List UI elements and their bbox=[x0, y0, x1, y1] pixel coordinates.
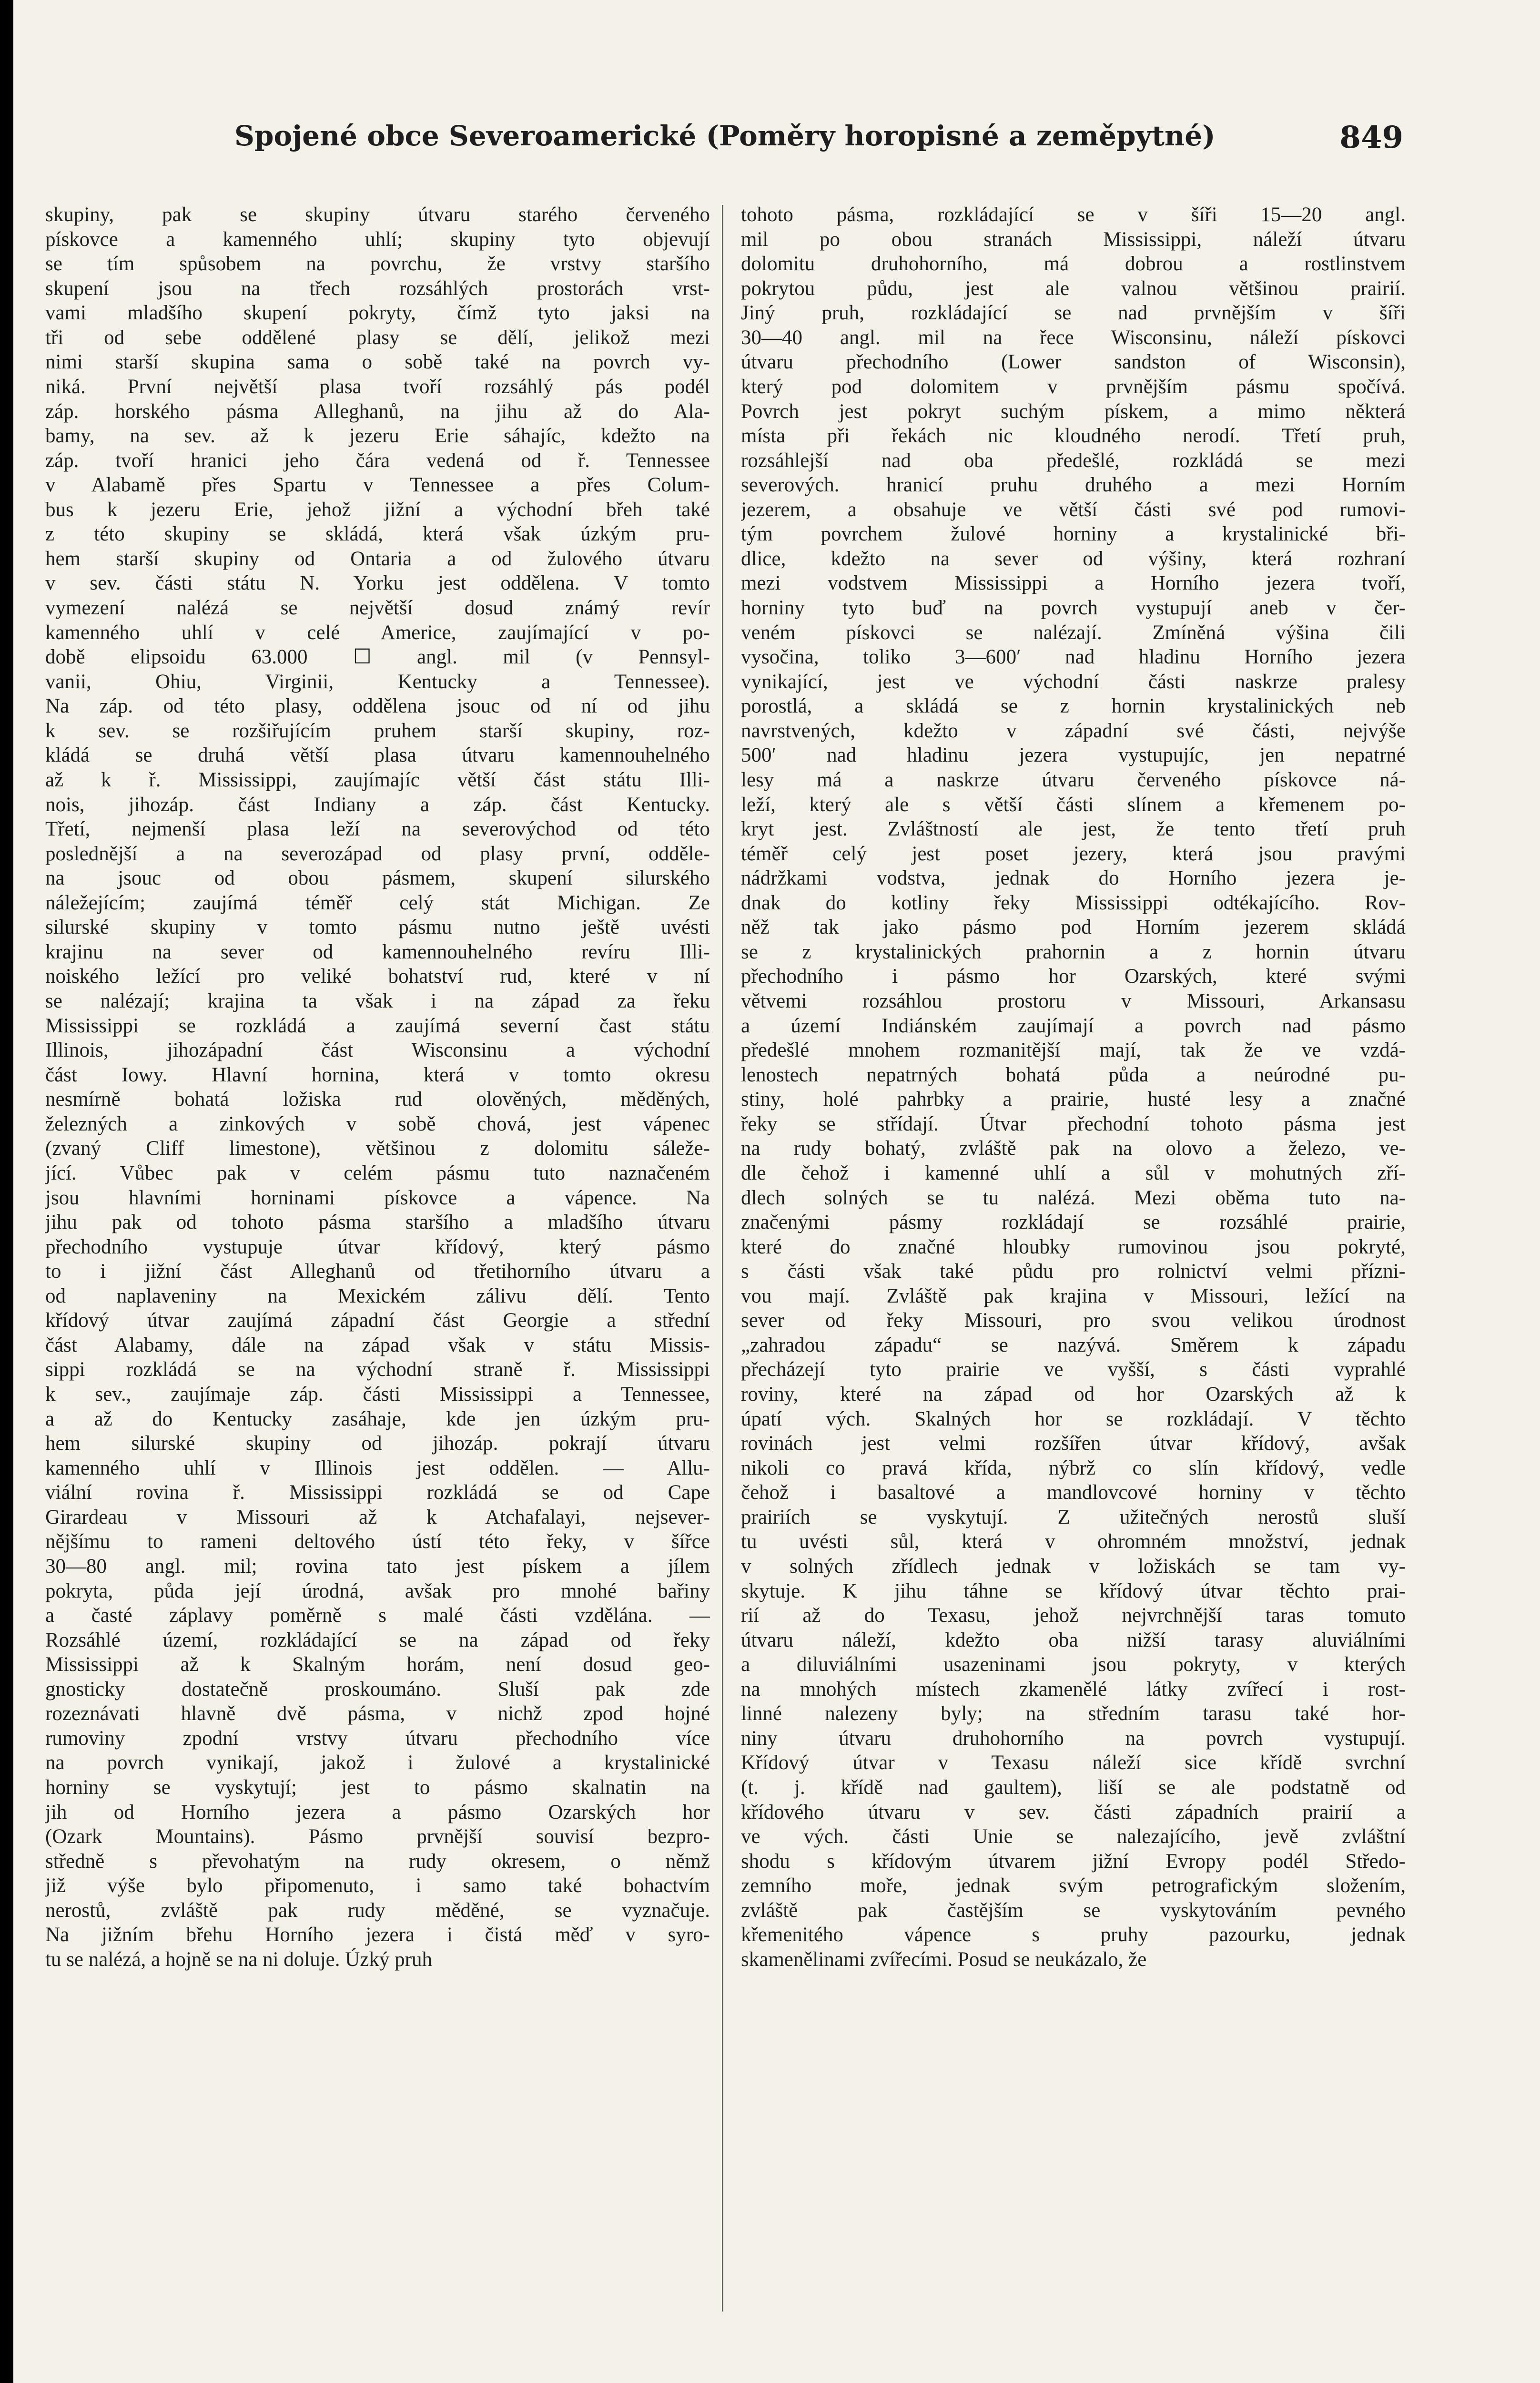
text-line: ve vých. části Unie se nalezajícího, jevě zvláštní bbox=[741, 1825, 1406, 1848]
text-line: jih od Horního jezera a pásmo Ozarských hor bbox=[45, 1801, 710, 1823]
text-line: gnosticky dostatečně proskoumáno. Sluší pak zde bbox=[45, 1678, 710, 1701]
text-line: část Alabamy, dále na západ však v státu Missis- bbox=[45, 1334, 710, 1356]
scan-left-edge bbox=[0, 0, 13, 2383]
text-line: Povrch jest pokryt suchým pískem, a mimo některá bbox=[741, 400, 1406, 423]
text-line: železných a zinkových v sobě chová, jest vápenec bbox=[45, 1112, 710, 1135]
text-line: severových. hranicí pruhu druhého a mezi Horním bbox=[741, 474, 1406, 497]
text-line: jsou hlavními horninami pískovce a vápence. Na bbox=[45, 1186, 710, 1209]
text-line: od naplaveniny na Mexickém zálivu dělí. Tento bbox=[45, 1284, 710, 1307]
text-line: jící. Vůbec pak v celém pásmu tuto naznačeném bbox=[45, 1161, 710, 1184]
text-line: pokrytou půdu, jest ale valnou většinou prairií. bbox=[741, 277, 1406, 300]
text-line: skamenělinami zvířecími. Posud se neukázalo, že bbox=[741, 1948, 1147, 1971]
text-line: vynikající, jest ve východní části naskrze pralesy bbox=[741, 670, 1406, 693]
page-header bbox=[224, 117, 1403, 169]
text-line: navrstvených, kdežto v západní své části, nejvýše bbox=[741, 719, 1406, 742]
text-line: a území Indiánském zaujímají a povrch nad pásmo bbox=[741, 1014, 1406, 1037]
text-line: předešlé mnohem rozmanitější mají, tak že ve vzdá- bbox=[741, 1039, 1406, 1062]
text-line: křídového útvaru v sev. části západních prairií a bbox=[741, 1801, 1406, 1823]
text-line: útvaru náleží, kdežto oba nižší tarasy aluviálními bbox=[741, 1629, 1406, 1651]
column-divider bbox=[722, 205, 723, 2312]
text-line: Rozsáhlé území, rozkládající se na západ od řeky bbox=[45, 1629, 710, 1651]
text-line: 30—80 angl. mil; rovina tato jest pískem a jílem bbox=[45, 1555, 710, 1578]
text-line: bamy, na sev. až k jezeru Erie sáhajíc, kdežto na bbox=[45, 425, 710, 448]
text-line: vysočina, toliko 3—600′ nad hladinu Horního jezera bbox=[741, 646, 1406, 669]
text-line: veném pískovci se nalézají. Zmíněná výšina čili bbox=[741, 621, 1406, 644]
text-line: tu uvésti sůl, která v ohromném množství, jednak bbox=[741, 1530, 1406, 1553]
text-line: značenými pásmy rozkládají se rozsáhlé prairie, bbox=[741, 1211, 1406, 1234]
text-line: (Ozark Mountains). Pásmo prvnější souvisí bezpro- bbox=[45, 1825, 710, 1848]
text-line: Mississippi až k Skalným horám, není dosud geo- bbox=[45, 1653, 710, 1676]
text-line: křídový útvar zaujímá západní část Georgie a střední bbox=[45, 1309, 710, 1332]
text-line: nerostů, zvláště pak rudy měděné, se vyznačuje. bbox=[45, 1899, 710, 1922]
text-line: čehož i basaltové a mandlovcové horniny v těchto bbox=[741, 1481, 1406, 1504]
text-line: řeky se střídají. Útvar přechodní tohoto pásma jest bbox=[741, 1112, 1406, 1135]
text-line: k sev. se rozšiřujícím pruhem starší skupiny, roz- bbox=[45, 719, 710, 742]
text-line: Křídový útvar v Texasu náleží sice křídě svrchní bbox=[741, 1752, 1406, 1774]
text-line: lenostech nepatrných bohatá půda a neúrodné pu- bbox=[741, 1063, 1406, 1086]
text-line: se tím spůsobem na povrchu, že vrstvy staršího bbox=[45, 253, 710, 275]
text-line: Illinois, jihozápadní část Wisconsinu a východní bbox=[45, 1039, 710, 1062]
text-line: kamenného uhlí v celé Americe, zaujímající v po- bbox=[45, 621, 710, 644]
text-line: lesy má a naskrze útvaru červeného pískovce ná- bbox=[741, 768, 1406, 791]
text-line: viální rovina ř. Mississippi rozkládá se od Cape bbox=[45, 1481, 710, 1504]
text-line: část Iowy. Hlavní hornina, která v tomto okresu bbox=[45, 1063, 710, 1086]
text-line: úpatí vých. Skalných hor se rozkládají. V těchto bbox=[741, 1407, 1406, 1430]
text-line: nikoli co pravá křída, nýbrž co slín křídový, vedle bbox=[741, 1456, 1406, 1479]
text-line: středně s převohatým na rudy okresem, o němž bbox=[45, 1850, 710, 1873]
text-line: Třetí, nejmenší plasa leží na severovýchod od této bbox=[45, 818, 710, 841]
text-line: v solných zřídlech jednak v ložiskách se tam vy- bbox=[741, 1555, 1406, 1578]
text-line: jezerem, a obsahuje ve větší části své pod rumovi- bbox=[741, 498, 1406, 521]
text-line: dnak do kotliny řeky Mississippi odtékajícího. Rov- bbox=[741, 891, 1406, 914]
text-line: hem starší skupiny od Ontaria a od žulového útvaru bbox=[45, 547, 710, 570]
text-line: niká. První největší plasa tvoří rozsáhlý pás podél bbox=[45, 375, 710, 398]
text-line: rumoviny zpodní vrstvy útvaru přechodního více bbox=[45, 1727, 710, 1750]
text-line: tohoto pásma, rozkládající se v šíři 15—20 angl. bbox=[741, 204, 1406, 226]
text-line: s části však také půdu pro rolnictví velmi přízni- bbox=[741, 1260, 1406, 1283]
text-line: zvláště pak častějším se vyskytováním pevného bbox=[741, 1899, 1406, 1922]
text-line: to i jižní část Alleghanů od třetihorního útvaru a bbox=[45, 1260, 710, 1283]
text-line: rozsáhlejší nad oba předešlé, rozkládá se mezi bbox=[741, 449, 1406, 472]
text-line: skupiny, pak se skupiny útvaru starého červeného bbox=[45, 204, 710, 226]
text-line: Na záp. od této plasy, oddělena jsouc od ní od jihu bbox=[45, 695, 710, 718]
text-line: rií až do Texasu, jehož nejvrchnější taras tomuto bbox=[741, 1604, 1406, 1627]
text-line: kryt jest. Zvláštností ale jest, že tento třetí pruh bbox=[741, 818, 1406, 841]
text-line: rovinách jest velmi rozšířen útvar křídový, avšak bbox=[741, 1432, 1406, 1455]
text-line: skytuje. K jihu táhne se křídový útvar těchto prai- bbox=[741, 1579, 1406, 1602]
text-line: přechodního vystupuje útvar křídový, který pásmo bbox=[45, 1235, 710, 1258]
text-line: nimi starší skupina sama o sobě také na povrch vy- bbox=[45, 351, 710, 374]
text-line: Jiný pruh, rozkládající se nad prvnějším v šíři bbox=[741, 302, 1406, 325]
text-line: vanii, Ohiu, Virginii, Kentucky a Tennessee). bbox=[45, 670, 710, 693]
text-line: nádržkami vodstva, jednak do Horního jezera je- bbox=[741, 867, 1406, 890]
text-line: mezi vodstvem Mississippi a Horního jezera tvoří, bbox=[741, 572, 1406, 595]
text-line: porostlá, a skládá se z hornin krystalinických neb bbox=[741, 695, 1406, 718]
text-line: pokryta, půda její úrodná, avšak pro mnohé bařiny bbox=[45, 1579, 710, 1602]
text-line: a diluviálními usazeninami jsou pokryty, v kterých bbox=[741, 1653, 1406, 1676]
text-line: krajinu na sever od kamennouhelného revíru Illi- bbox=[45, 940, 710, 963]
text-line: přecházejí tyto prairie ve vyšší, s části vyprahlé bbox=[741, 1358, 1406, 1381]
text-line: dlech solných se tu nalézá. Mezi oběma tuto na- bbox=[741, 1186, 1406, 1209]
text-line: horniny tyto buď na povrch vystupují aneb v čer- bbox=[741, 597, 1406, 619]
text-line: téměř celý jest poset jezery, která jsou pravými bbox=[741, 842, 1406, 865]
text-line: silurské skupiny v tomto pásmu nutno ještě uvésti bbox=[45, 916, 710, 939]
text-line: až k ř. Mississippi, zaujímajíc větší část státu Illi- bbox=[45, 768, 710, 791]
text-line: dolomitu druhohorního, má dobrou a rostlinstvem bbox=[741, 253, 1406, 275]
text-line: již výše bylo připomenuto, i samo také bohactvím bbox=[45, 1874, 710, 1897]
text-line: poslednější a na severozápad od plasy první, odděle- bbox=[45, 842, 710, 865]
text-line: k sev., zaujímaje záp. části Mississippi a Tennessee, bbox=[45, 1383, 710, 1405]
text-line: záp. horského pásma Alleghanů, na jihu až do Ala- bbox=[45, 400, 710, 423]
text-line: dle čehož i kamenné uhlí a sůl v mohutných zří- bbox=[741, 1161, 1406, 1184]
text-line: zemního moře, jednak svým petrografickým složením, bbox=[741, 1874, 1406, 1897]
text-line: 30—40 angl. mil na řece Wisconsinu, náleží pískovci bbox=[741, 326, 1406, 349]
text-line: záp. tvoří hranici jeho čára vedená od ř. Tennessee bbox=[45, 449, 710, 472]
book-page bbox=[13, 0, 1540, 2383]
text-line: skupení jsou na třech rozsáhlých prostorách vrst- bbox=[45, 277, 710, 300]
text-line: se nalézají; krajina ta však i na západ za řeku bbox=[45, 990, 710, 1012]
text-line: větvemi rozsáhlou prostoru v Missouri, Arkansasu bbox=[741, 990, 1406, 1012]
text-line: nesmírně bohatá ložiska rud olověných, měděných, bbox=[45, 1088, 710, 1111]
text-line: nois, jihozáp. část Indiany a záp. část Kentucky. bbox=[45, 793, 710, 816]
text-line: na mnohých místech zkamenělé látky zvířecí i rost- bbox=[741, 1678, 1406, 1701]
text-line: v Alabamě přes Spartu v Tennessee a přes Colum- bbox=[45, 474, 710, 497]
running-title: Spojené obce Severoamerické (Poměry horopisné a zeměpytné) bbox=[234, 120, 1216, 152]
text-line: tu se nalézá, a hojně se na ni doluje. Úzký pruh bbox=[45, 1948, 432, 1971]
text-line: nějšímu to rameni deltového ústí této řeky, v šířce bbox=[45, 1530, 710, 1553]
text-line: stiny, holé pahrbky a prairie, husté lesy a značné bbox=[741, 1088, 1406, 1111]
text-line: náležejícím; zaujímá téměř celý stát Michigan. Ze bbox=[45, 891, 710, 914]
text-line: a časté záplavy poměrně s malé části vzdělána. — bbox=[45, 1604, 710, 1627]
text-line: niny útvaru druhohorního na povrch vystupují. bbox=[741, 1727, 1406, 1750]
text-line: (t. j. křídě nad gaultem), liší se ale podstatně od bbox=[741, 1776, 1406, 1799]
text-line: z této skupiny se skládá, která však úzkým pru- bbox=[45, 523, 710, 546]
text-line: křemenitého vápence s pruhy pazourku, jednak bbox=[741, 1924, 1406, 1946]
text-line: prairiích se vyskytují. Z užitečných nerostů sluší bbox=[741, 1506, 1406, 1528]
text-line: linné nalezeny byly; na středním tarasu také hor- bbox=[741, 1702, 1406, 1725]
right-column bbox=[741, 203, 1406, 1972]
text-line: noiského ležící pro veliké bohatství rud, které v ní bbox=[45, 965, 710, 988]
text-line: sever od řeky Missouri, pro svou velikou úrodnost bbox=[741, 1309, 1406, 1332]
text-line: vami mladšího skupení pokryty, čímž tyto jaksi na bbox=[45, 302, 710, 325]
text-line: sippi rozkládá se na východní straně ř. Mississippi bbox=[45, 1358, 710, 1381]
text-line: Na jižním břehu Horního jezera i čistá měď v syro- bbox=[45, 1924, 710, 1946]
text-line: přechodního i pásmo hor Ozarských, které svými bbox=[741, 965, 1406, 988]
text-line: něž tak jako pásmo pod Horním jezerem skládá bbox=[741, 916, 1406, 939]
page-number: 849 bbox=[1339, 120, 1403, 155]
text-line: útvaru přechodního (Lower sandston of Wisconsin), bbox=[741, 351, 1406, 374]
text-line: a až do Kentucky zasáhaje, kde jen úzkým pru- bbox=[45, 1407, 710, 1430]
text-line: jihu pak od tohoto pásma staršího a mladšího útvaru bbox=[45, 1211, 710, 1234]
text-line: které do značné hloubky rumovinou jsou pokryté, bbox=[741, 1235, 1406, 1258]
text-line: mil po obou stranách Mississippi, náleží útvaru bbox=[741, 228, 1406, 251]
text-line: Mississippi se rozkládá a zaujímá severní čast státu bbox=[45, 1014, 710, 1037]
text-line: rozeznávati hlavně dvě pásma, v nichž zpod hojné bbox=[45, 1702, 710, 1725]
text-line: době elipsoidu 63.000 ☐ angl. mil (v Pennsyl- bbox=[45, 646, 710, 669]
text-line: 500′ nad hladinu jezera vystupujíc, jen nepatrné bbox=[741, 744, 1406, 767]
text-line: tým povrchem žulové horniny a krystalinické bři- bbox=[741, 523, 1406, 546]
text-line: vymezení nalézá se největší dosud známý revír bbox=[45, 597, 710, 619]
text-line: tři od sebe oddělené plasy se dělí, jelikož mezi bbox=[45, 326, 710, 349]
text-line: vou mají. Zvláště pak krajina v Missouri, ležící na bbox=[741, 1284, 1406, 1307]
text-line: dlice, kdežto na sever od výšiny, která rozhraní bbox=[741, 547, 1406, 570]
text-line: který pod dolomitem v prvnějším pásmu spočívá. bbox=[741, 375, 1406, 398]
text-line: (zvaný Cliff limestone), většinou z dolomitu sáleže- bbox=[45, 1137, 710, 1160]
text-line: pískovce a kamenného uhlí; skupiny tyto objevují bbox=[45, 228, 710, 251]
text-line: místa při řekách nic kloudného nerodí. Třetí pruh, bbox=[741, 425, 1406, 448]
text-line: kamenného uhlí v Illinois jest oddělen. — Allu- bbox=[45, 1456, 710, 1479]
text-line: na rudy bohatý, zvláště pak na olovo a železo, ve- bbox=[741, 1137, 1406, 1160]
text-line: horniny se vyskytují; jest to pásmo skalnatin na bbox=[45, 1776, 710, 1799]
text-line: na povrch vynikají, jakož i žulové a krystalinické bbox=[45, 1752, 710, 1774]
text-line: roviny, které na západ od hor Ozarských až k bbox=[741, 1383, 1406, 1405]
text-line: kládá se druhá větší plasa útvaru kamennouhelného bbox=[45, 744, 710, 767]
left-column bbox=[45, 203, 710, 1972]
text-line: shodu s křídovým útvarem jižní Evropy podél Středo- bbox=[741, 1850, 1406, 1873]
text-line: hem silurské skupiny od jihozáp. pokrají útvaru bbox=[45, 1432, 710, 1455]
text-line: na jsouc od obou pásmem, skupení silurského bbox=[45, 867, 710, 890]
text-line: leží, který ale s větší části slínem a křemenem po- bbox=[741, 793, 1406, 816]
text-line: se z krystalinických prahornin a z hornin útvaru bbox=[741, 940, 1406, 963]
text-line: v sev. části státu N. Yorku jest oddělena. V tomto bbox=[45, 572, 710, 595]
text-line: Girardeau v Missouri až k Atchafalayi, nejsever- bbox=[45, 1506, 710, 1528]
text-line: bus k jezeru Erie, jehož jižní a východní břeh také bbox=[45, 498, 710, 521]
text-line: „zahradou západu“ se nazývá. Směrem k západu bbox=[741, 1334, 1406, 1356]
